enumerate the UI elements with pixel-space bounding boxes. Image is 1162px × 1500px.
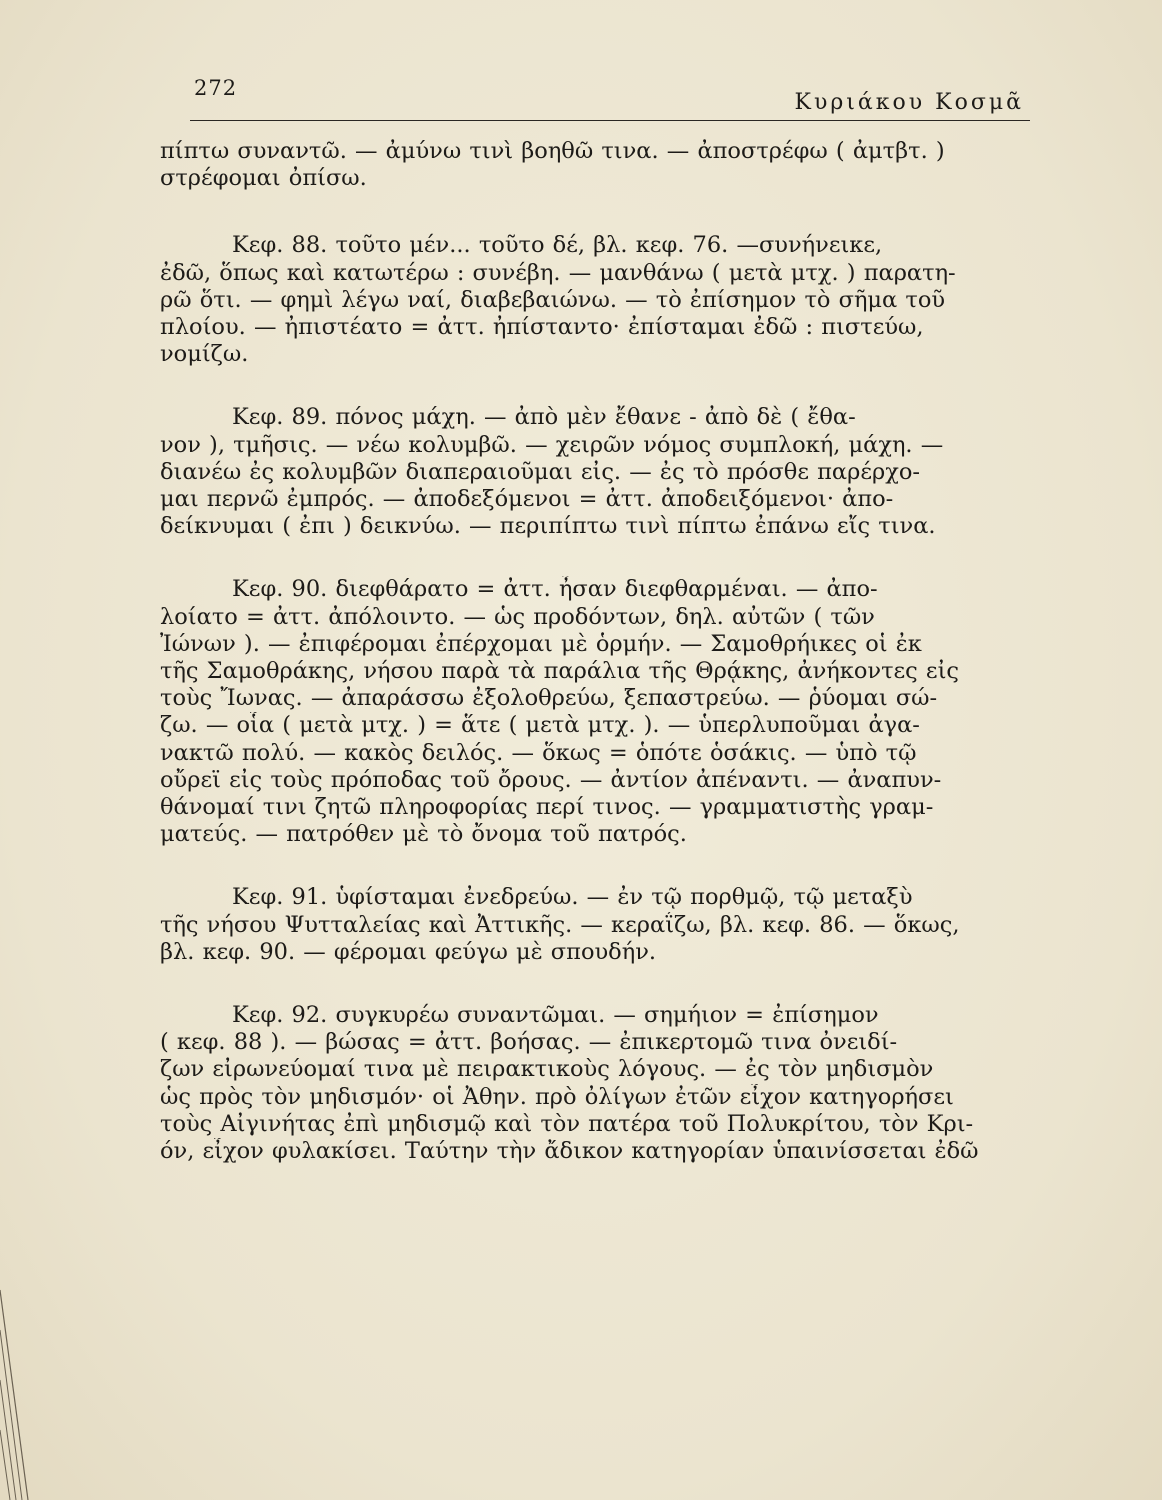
text-line: νακτῶ πολύ. — κακὸς δειλός. — ὅκως = ὁπότε ὁσάκις. — ὑπὸ τῷ [160, 739, 917, 766]
text-line: ματεύς. — πατρόθεν μὲ τὸ ὄνομα τοῦ πατρός. [160, 821, 687, 848]
text-line: Κεφ. 88. τοῦτο μέν... τοῦτο δέ, βλ. κεφ. 76. —συνήνεικε, [232, 232, 883, 259]
text-line: διανέω ἐς κολυμβῶν διαπεραιοῦμαι εἰς. — ἐς τὸ πρόσθε παρέρχο- [160, 458, 921, 485]
text-line: τῆς Σαμοθράκης, νήσου παρὰ τὰ παράλια τῆς Θρᾴκης, ἀνήκοντες εἰς [160, 658, 960, 685]
page-header [160, 72, 1030, 122]
page-number: 272 [194, 76, 238, 100]
header-rule [190, 120, 1030, 121]
text-line: ( κεφ. 88 ). — βώσας = ἀττ. βοήσας. — ἐπικερτομῶ τινα ὀνειδί- [160, 1029, 898, 1056]
paragraph-chapter-88 [160, 232, 1022, 368]
paragraph-chapter-90 [160, 576, 1022, 848]
paragraph-chapter-92 [160, 1002, 1022, 1165]
text-line: στρέφομαι ὀπίσω. [160, 165, 367, 192]
page-body [160, 138, 1022, 1201]
text-line: Κεφ. 90. διεφθάρατο = ἀττ. ἦσαν διεφθαρμέναι. — ἀπο- [232, 576, 878, 603]
text-line: όν, εἶχον φυλακίσει. Ταύτην τὴν ἄδικον κατηγορίαν ὑπαινίσσεται ἐδῶ [160, 1138, 979, 1165]
text-line: τοὺς Αἰγινήτας ἐπὶ μηδισμῷ καὶ τὸν πατέρα τοῦ Πολυκρίτου, τὸν Κρι- [160, 1110, 974, 1137]
text-line: θάνομαί τινι ζητῶ πληροφορίας περί τινος. — γραμματιστὴς γραμ- [160, 794, 934, 821]
paragraph-chapter-91 [160, 884, 1022, 966]
paragraph-chapter-89 [160, 404, 1022, 540]
text-line: Κεφ. 89. πόνος μάχη. — ἀπὸ μὲν ἔθανε - ἀπὸ δὲ ( ἔθα- [232, 404, 856, 431]
text-line: ζω. — οἷα ( μετὰ μτχ. ) = ἅτε ( μετὰ μτχ. ). — ὑπερλυποῦμαι ἀγα- [160, 712, 920, 739]
text-line: νομίζω. [160, 341, 249, 368]
paragraph-continuation [160, 138, 1022, 192]
text-line: μαι περνῶ ἐμπρός. — ἀποδεξόμενοι = ἀττ. ἀποδειξόμενοι· ἀπο- [160, 486, 894, 513]
text-line: ἐδῶ, ὅπως καὶ κατωτέρω : συνέβη. — μανθάνω ( μετὰ μτχ. ) παρατη- [160, 259, 956, 286]
text-line: ζων εἰρωνεύομαί τινα μὲ πειρακτικοὺς λόγους. — ἐς τὸν μηδισμὸν [160, 1056, 934, 1083]
text-line: τοὺς Ἴωνας. — ἀπαράσσω ἐξολοθρεύω, ξεπαστρεύω. — ῥύομαι σώ- [160, 685, 938, 712]
binding-edge [0, 1270, 40, 1500]
text-line: τῆς νήσου Ψυτταλείας καὶ Ἀττικῆς. — κεραΐζω, βλ. κεφ. 86. — ὅκως, [160, 911, 960, 938]
text-line: Κεφ. 91. ὑφίσταμαι ἐνεδρεύω. — ἐν τῷ πορθμῷ, τῷ μεταξὺ [232, 884, 913, 911]
text-line: ὡς πρὸς τὸν μηδισμόν· οἱ Ἀθην. πρὸ ὀλίγων ἐτῶν εἶχον κατηγορήσει [160, 1083, 954, 1110]
text-line: Κεφ. 92. συγκυρέω συναντῶμαι. — σημήιον = ἐπίσημον [232, 1002, 879, 1029]
text-line: νον ), τμῆσις. — νέω κολυμβῶ. — χειρῶν νόμος συμπλοκή, μάχη. — [160, 431, 944, 458]
text-line: πλοίου. — ἠπιστέατο = ἀττ. ἠπίσταντο· ἐπίσταμαι ἐδῶ : πιστεύω, [160, 314, 924, 341]
text-line: βλ. κεφ. 90. — φέρομαι φεύγω μὲ σπουδήν. [160, 938, 657, 965]
text-line: πίπτω συναντῶ. — ἀμύνω τινὶ βοηθῶ τινα. — ἀποστρέφω ( ἀμτβτ. ) [160, 138, 945, 164]
running-title: Κυριάκου Κοσμᾶ [794, 90, 1024, 115]
text-line: Ἰώνων ). — ἐπιφέρομαι ἐπέρχομαι μὲ ὁρμήν. — Σαμοθρήικες οἱ ἐκ [160, 630, 922, 657]
text-line: δείκνυμαι ( ἐπι ) δεικνύω. — περιπίπτω τινὶ πίπτω ἐπάνω εἴς τινα. [160, 513, 936, 540]
text-line: οὔρεϊ εἰς τοὺς πρόποδας τοῦ ὄρους. — ἀντίον ἀπέναντι. — ἀναπυν- [160, 766, 942, 793]
text-line: ρῶ ὅτι. — φημὶ λέγω ναί, διαβεβαιώνω. — τὸ ἐπίσημον τὸ σῆμα τοῦ [160, 286, 946, 313]
text-line: λοίατο = ἀττ. ἀπόλοιντο. — ὡς προδόντων, δηλ. αὐτῶν ( τῶν [160, 603, 875, 630]
